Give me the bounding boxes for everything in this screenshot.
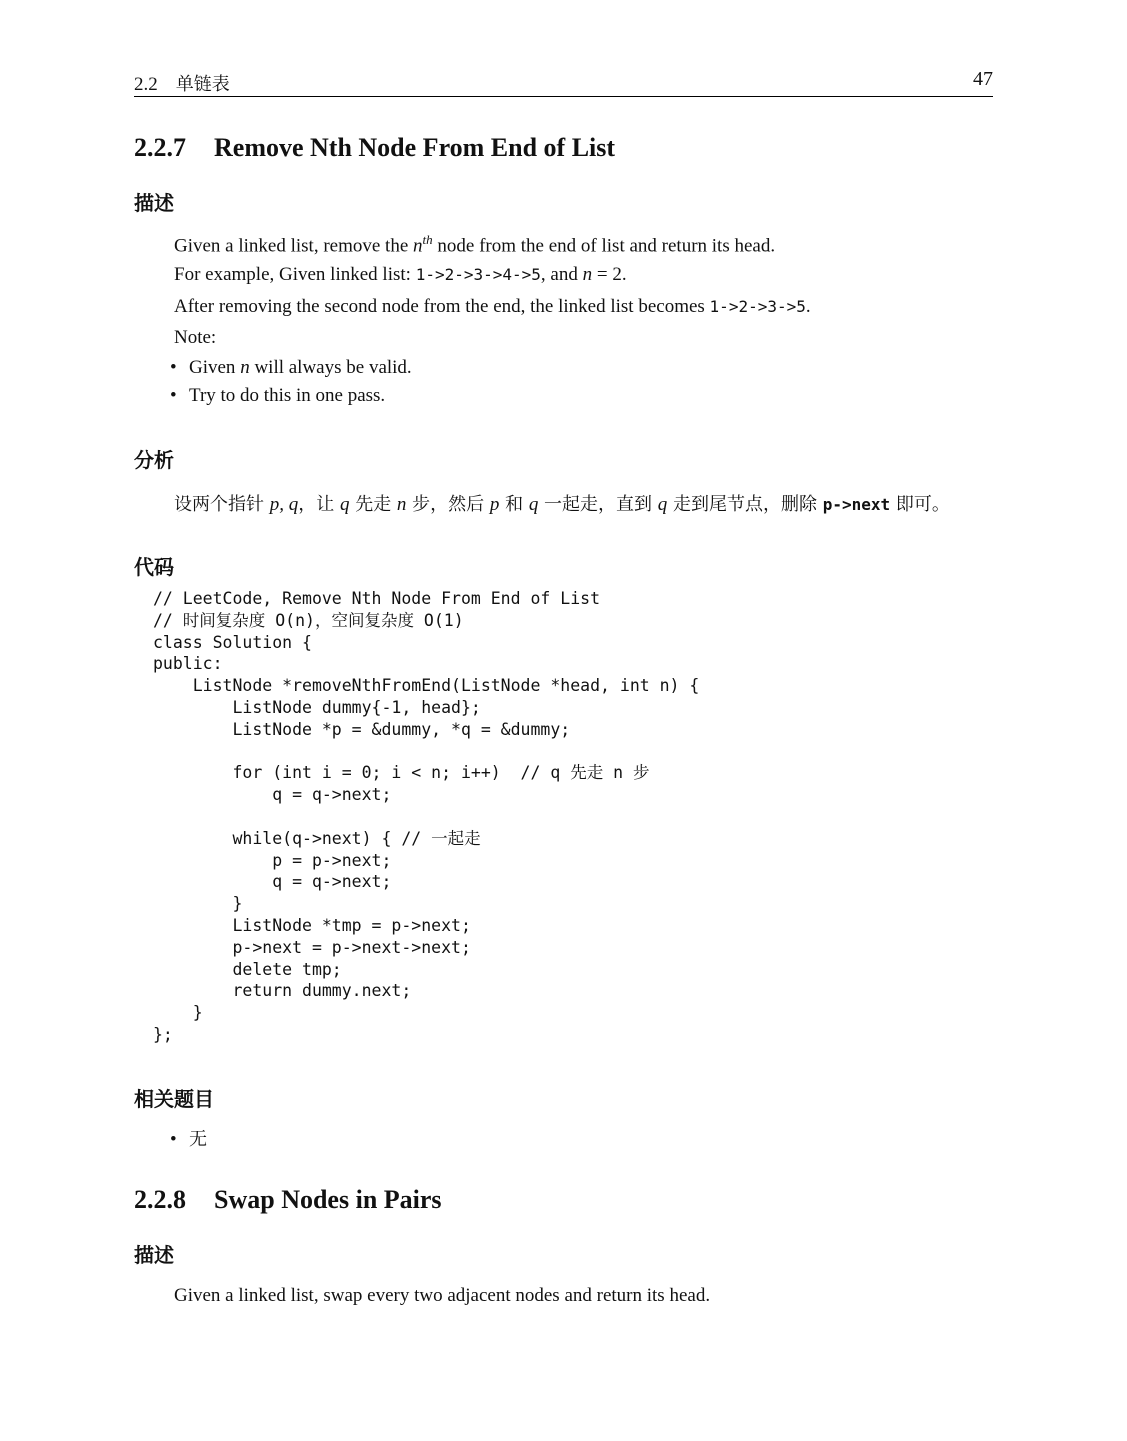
code-line <box>153 806 699 828</box>
code-line: return dummy.next; <box>153 981 412 1001</box>
code-line: ListNode *removeNthFromEnd(ListNode *head, int n) { <box>153 676 700 696</box>
code-line: for (int i = 0; i < n; i++) // q 先走 n 步 <box>153 763 650 783</box>
code-line: ListNode dummy{-1, head}; <box>153 697 481 717</box>
code-line <box>153 741 699 763</box>
list-item: • Try to do this in one pass. <box>170 385 386 406</box>
related-item: 无 <box>189 1129 207 1150</box>
description-paragraph-1: Given a linked list, remove the $n^{th}$ node from the end of list and return its head. <box>174 232 776 257</box>
analysis-heading: 分析 <box>134 448 174 472</box>
code-line: } <box>153 894 243 914</box>
bullet-icon: • <box>170 385 177 406</box>
code-line: public: <box>153 654 223 674</box>
inline-code: p->next <box>822 495 891 514</box>
inline-code: 1->2->3->4->5 <box>415 265 541 284</box>
inline-code: 1->2->3->5 <box>709 297 806 316</box>
description-heading: 描述 <box>134 191 174 215</box>
code-line: q = q->next; <box>153 872 392 892</box>
section-number: 2.2.7 <box>134 133 186 162</box>
code-line: // LeetCode, Remove Nth Node From End of List <box>153 589 601 608</box>
description-paragraph-1: Given a linked list, swap every two adjacent nodes and return its head. <box>174 1285 711 1306</box>
header-section <box>134 70 230 96</box>
related-heading: 相关题目 <box>134 1087 214 1111</box>
section-title-text: Remove Nth Node From End of List <box>214 133 616 162</box>
header-section-number: 2.2 <box>134 74 158 95</box>
header-section-title: 单链表 <box>175 74 230 95</box>
description-paragraph-2: For example, Given linked list: 1->2->3->4->5, and n = 2. <box>174 264 627 285</box>
code-line: while(q->next) { // 一起走 <box>153 828 481 848</box>
list-item: • Given n will always be valid. <box>170 357 412 378</box>
running-header <box>134 68 993 97</box>
page-number: 47 <box>973 68 993 90</box>
code-line: } <box>153 1003 203 1023</box>
code-line: ListNode *tmp = p->next; <box>153 915 471 935</box>
section-title <box>134 133 615 163</box>
bullet-icon: • <box>170 1129 177 1150</box>
code-line: q = q->next; <box>153 785 392 805</box>
section-title <box>134 1185 442 1215</box>
code-block <box>153 588 699 1046</box>
code-line: p = p->next; <box>153 850 392 870</box>
description-paragraph-3: After removing the second node from the end, the linked list becomes 1->2->3->5. <box>174 296 811 317</box>
code-line: p->next = p->next->next; <box>153 937 471 957</box>
bullet-icon: • <box>170 357 177 378</box>
section-number: 2.2.8 <box>134 1185 186 1214</box>
list-item <box>170 1125 207 1151</box>
analysis-paragraph: 设两个指针 p, q，让 q 先走 n 步，然后 p 和 q 一起走，直到 q 走到尾节点，删除 p->next 即可。 <box>174 494 950 515</box>
code-heading: 代码 <box>134 555 174 579</box>
code-line: // 时间复杂度 O(n)，空间复杂度 O(1) <box>153 610 464 630</box>
code-line: delete tmp; <box>153 959 342 979</box>
code-line: class Solution { <box>153 632 312 652</box>
code-line: ListNode *p = &dummy, *q = &dummy; <box>153 719 571 739</box>
description-heading: 描述 <box>134 1243 174 1267</box>
note-label: Note: <box>174 327 217 348</box>
code-line: }; <box>153 1024 173 1044</box>
section-title-text: Swap Nodes in Pairs <box>214 1185 442 1214</box>
